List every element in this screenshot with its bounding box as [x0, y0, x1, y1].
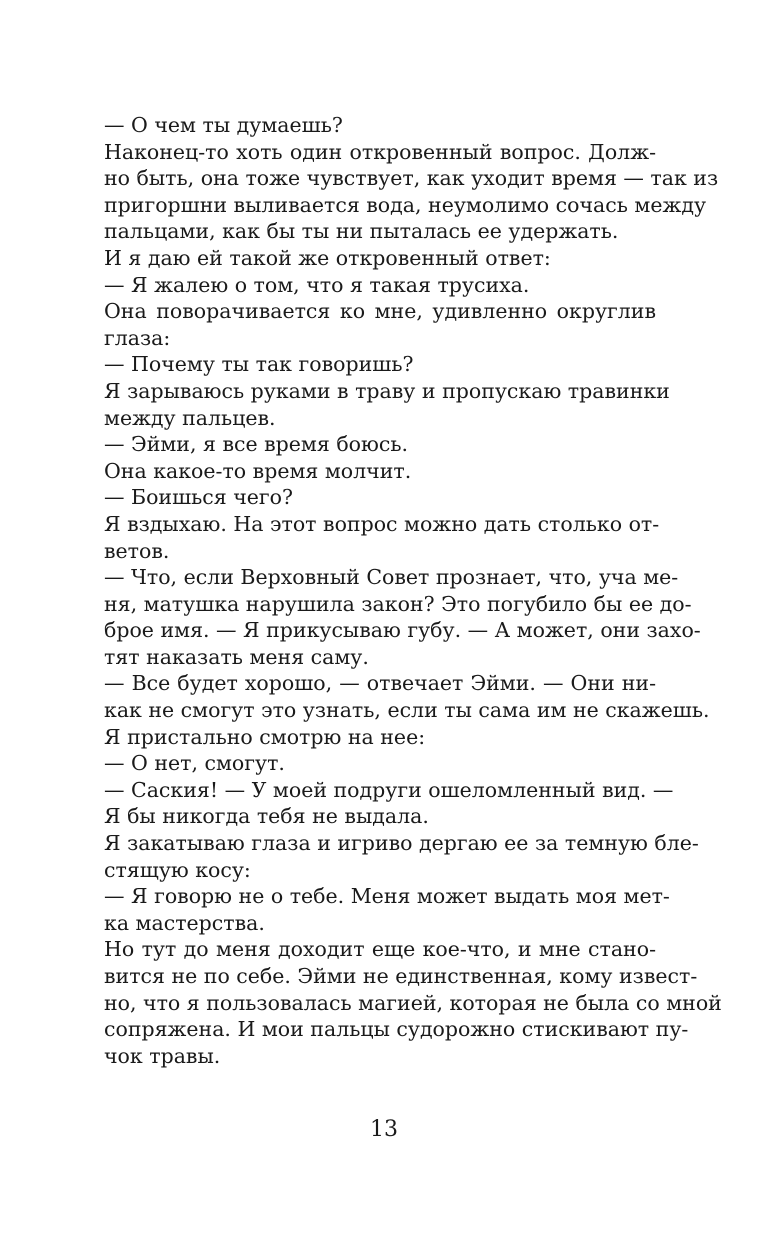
text-line: Я пристально смотрю на нее: [104, 724, 426, 749]
text-line: — Что, если Верховный Совет прознает, что, уча ме- [104, 565, 679, 590]
text-line: стящую косу: [104, 857, 251, 882]
page-number: 13 [370, 1117, 398, 1142]
text-line: ка мастерства. [104, 910, 265, 935]
text-line: вится не по себе. Эйми не единственная, кому извест- [104, 964, 698, 988]
text-line: — Почему ты так говоришь? [104, 352, 414, 377]
text-line: — Боишься чего? [104, 485, 293, 510]
text-line: Наконец-то хоть один откровенный вопрос. Долж- [104, 139, 656, 164]
text-line: — Саския! — У моей подруги ошеломленный вид. — [104, 777, 674, 802]
text-line: — Все будет хорошо, — отвечает Эйми. — Они ни- [104, 671, 656, 696]
text-line: Я вздыхаю. На этот вопрос можно дать столько от- [104, 511, 660, 536]
text-line: пригоршни выливается вода, неумолимо сочась между [104, 192, 707, 217]
text-line: — Я говорю не о тебе. Меня может выдать моя мет- [104, 884, 670, 909]
text-line: — О чем ты думаешь? [104, 113, 343, 137]
text-line: Она поворачивается ко мне, удивленно округлив [104, 299, 656, 324]
text-line: ветов. [104, 538, 170, 563]
text-line: И я даю ей такой же откровенный ответ: [104, 245, 551, 270]
text-line: ня, матушка нарушила закон? Это погубило бы ее до- [104, 591, 692, 616]
text-line: чок травы. [104, 1043, 221, 1068]
text-line: брое имя. — Я прикусываю губу. — А может, они захо- [104, 618, 701, 643]
text-line: — Я жалею о том, что я такая трусиха. [104, 272, 530, 297]
text-line: тят наказать меня саму. [104, 644, 369, 669]
body-text [104, 112, 722, 1069]
text-line: но, что я пользовалась магией, которая не была со мной [104, 990, 722, 1015]
text-line: — О нет, смогут. [104, 751, 285, 776]
text-line: между пальцев. [104, 405, 276, 430]
text-line: Я зарываюсь руками в траву и пропускаю травинки [104, 378, 670, 403]
text-line: но быть, она тоже чувствует, как уходит время — так из [104, 166, 719, 191]
text-line: как не смогут это узнать, если ты сама им не скажешь. [104, 698, 710, 723]
text-line: Я закатываю глаза и игриво дергаю ее за темную бле- [104, 831, 699, 856]
text-line: Но тут до меня доходит еще кое-что, и мне стано- [104, 937, 656, 962]
text-line: сопряжена. И мои пальцы судорожно стискивают пу- [104, 1017, 689, 1042]
text-line: — Эйми, я все время боюсь. [104, 432, 409, 457]
text-line: глаза: [104, 325, 171, 350]
text-line: Она какое-то время молчит. [104, 458, 412, 483]
text-line: Я бы никогда тебя не выдала. [104, 804, 429, 829]
text-line: пальцами, как бы ты ни пыталась ее удержать. [104, 219, 619, 244]
